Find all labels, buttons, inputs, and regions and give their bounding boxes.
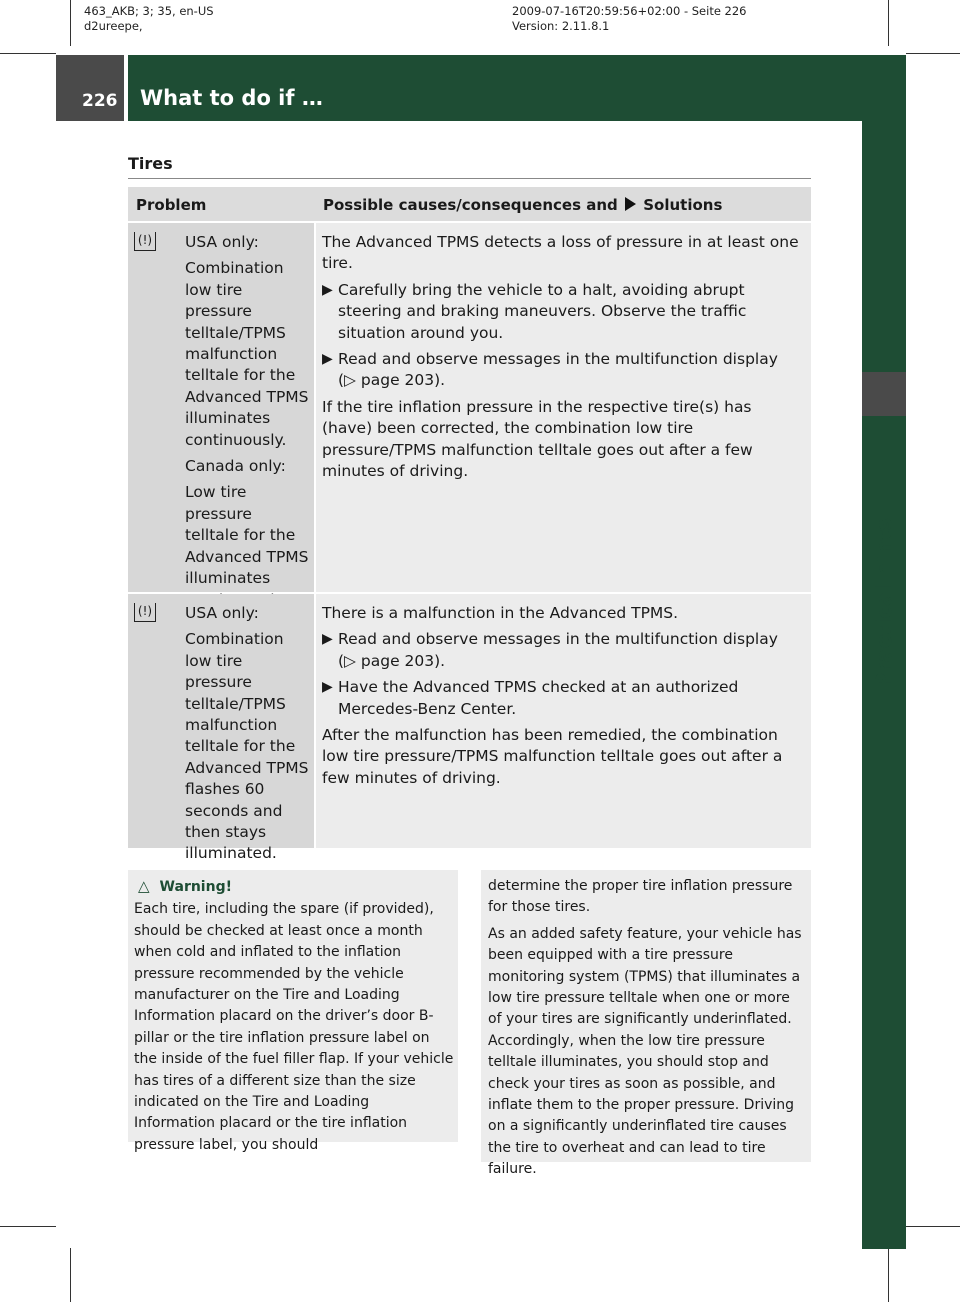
solution-step-text: Carefully bring the vehicle to a halt, avoiding abrupt steering and braking maneuvers. Observe the traffic situation around you.	[338, 280, 747, 342]
section-title: Tires	[128, 154, 173, 173]
page-number: 226	[82, 91, 118, 111]
solution-step	[322, 349, 806, 392]
table-row-2-solution	[322, 603, 806, 789]
info-content	[488, 876, 806, 1181]
warning-content	[134, 876, 454, 1156]
crop-mark	[70, 0, 71, 46]
solution-step-text: Read and observe messages in the multifunction display	[338, 630, 778, 649]
step-arrow-icon: ▶	[322, 631, 333, 648]
solution-step	[322, 629, 806, 672]
step-arrow-icon: ▶	[322, 351, 333, 368]
info-paragraph: As an added safety feature, your vehicle has been equipped with a tire pressure monitoring system (TPMS) that illuminates a low tire pressure telltale when one or more of your tires are significantly underinflated. Accordingly, when the low tire pressure telltale illuminates, you should stop and check your tires as soon as possible, and inflate them to the proper pressure. Driving on a significantly underinflated tire causes the tire to overheat and can lead to tire failure.	[488, 925, 802, 1178]
print-meta-right	[512, 4, 747, 34]
crop-mark	[906, 53, 960, 54]
column-header-solutions	[323, 196, 722, 214]
crop-mark	[888, 1248, 889, 1302]
tire-pressure-warning-icon: (!)	[134, 232, 156, 251]
tire-pressure-warning-icon: (!)	[134, 603, 156, 622]
print-meta-line: d2ureepe,	[84, 19, 143, 33]
problem-line: USA only:	[185, 233, 259, 251]
problem-line: Combination low tire pressure telltale/TPMS malfunction telltale for the Advanced TPMS illuminates continuously.	[185, 259, 309, 449]
warning-body: Each tire, including the spare (if provided), should be checked at least once a month when cold and inflated to the inflation pressure recommended by the vehicle manufacturer on the Tire and Loading Information placard on the driver’s door B-pillar or the tire inflation pressure label on the inside of the fuel filler flap. If your vehicle has tires of a different size than the size indicated on the Tire and Loading Information placard or the tire inflation pressure label, you should	[134, 901, 454, 1153]
cause-text: The Advanced TPMS detects a loss of pressure in at least one tire.	[322, 233, 799, 273]
header-divider	[124, 55, 128, 121]
crop-mark	[0, 1226, 56, 1227]
step-arrow-icon: ▶	[322, 281, 333, 298]
step-arrow-icon: ▶	[322, 679, 333, 696]
problem-line: Canada only:	[185, 457, 286, 476]
solution-step	[322, 280, 806, 344]
solution-step-text: Read and observe messages in the multifunction display	[338, 350, 778, 369]
solution-step	[322, 677, 806, 720]
crop-mark	[906, 1226, 960, 1227]
section-divider	[128, 178, 811, 179]
column-header-problem: Problem	[136, 196, 207, 214]
problem-line: Combination low tire pressure telltale/TPMS malfunction telltale for the Advanced TPMS flashes 60 seconds and then stays illuminated.	[185, 630, 309, 863]
note-text: If the tire inflation pressure in the respective tire(s) has (have) been corrected, the combination low tire pressure/TPMS malfunction telltale goes out after a few minutes of driving.	[322, 397, 753, 481]
crop-mark	[0, 53, 56, 54]
warning-title: Warning!	[159, 879, 232, 895]
cause-text: There is a malfunction in the Advanced TPMS.	[322, 604, 679, 622]
print-meta-line: 2009-07-16T20:59:56+02:00 - Seite 226	[512, 4, 747, 18]
table-row-1-solution	[322, 232, 806, 482]
side-tab-marker	[862, 372, 906, 416]
note-text: After the malfunction has been remedied, the combination low tire pressure/TPMS malfunction telltale goes out after a few minutes of driving.	[322, 726, 783, 787]
print-meta-left	[84, 4, 214, 34]
warning-triangle-icon: △	[138, 877, 150, 895]
warning-heading	[134, 876, 454, 898]
chapter-title: What to do if …	[140, 86, 323, 110]
print-meta-line: Version: 2.11.8.1	[512, 19, 610, 33]
side-tab-label: Practical hints	[872, 517, 896, 689]
crop-mark	[888, 0, 889, 46]
page-reference-link[interactable]: (▷ page 203).	[338, 371, 446, 390]
table-row-1-problem	[185, 232, 309, 611]
print-meta-line: 463_AKB; 3; 35, en-US	[84, 4, 214, 18]
info-paragraph: determine the proper tire inflation pressure for those tires.	[488, 878, 793, 916]
problem-line: Low tire pressure telltale for the Advanced TPMS illuminates	[185, 483, 309, 588]
arrow-right-icon	[625, 197, 636, 211]
column-header-solutions-suffix: Solutions	[643, 196, 723, 214]
table-row-2-problem	[185, 603, 309, 865]
crop-mark	[70, 1248, 71, 1302]
solution-step-text: Have the Advanced TPMS checked at an authorized Mercedes-Benz Center.	[338, 678, 739, 718]
page-reference-link[interactable]: (▷ page 203).	[338, 651, 446, 670]
problem-line: USA only:	[185, 604, 259, 622]
column-header-solutions-prefix: Possible causes/consequences and	[323, 196, 618, 214]
